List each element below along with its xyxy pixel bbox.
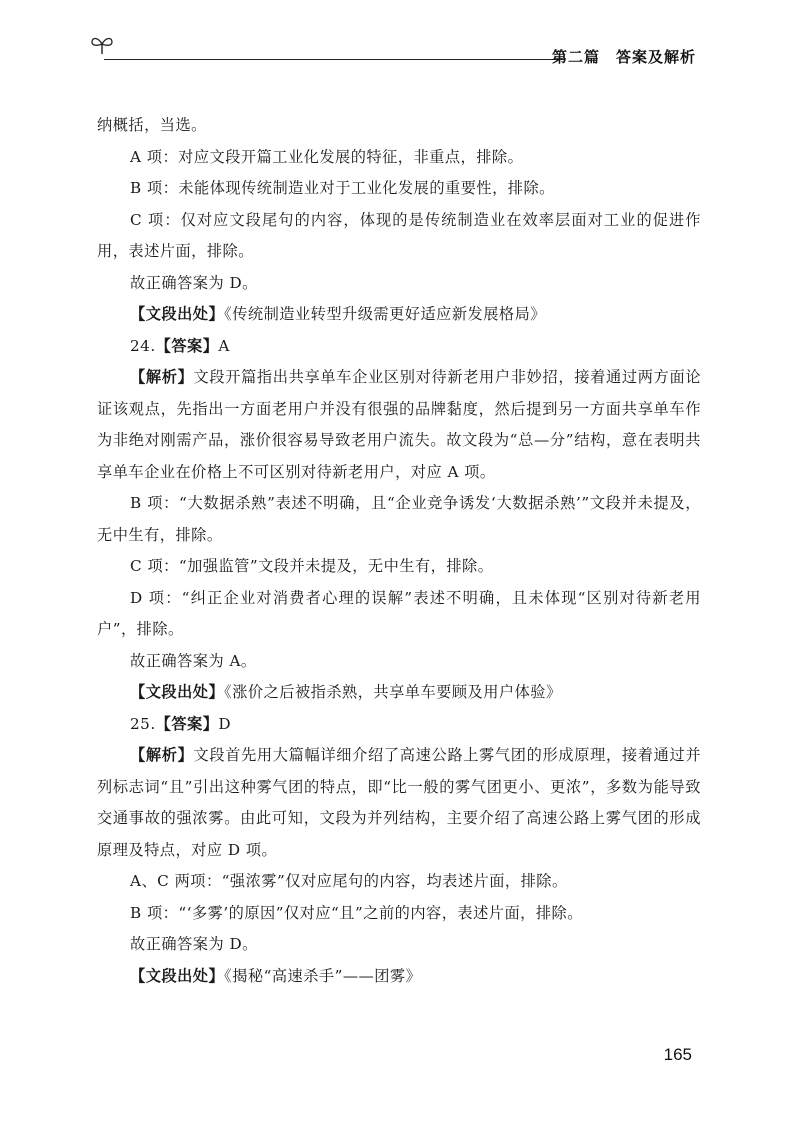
analysis-tag: 【解析】 (130, 746, 194, 764)
source-line: 【文段出处】《传统制造业转型升级需更好适应新发展格局》 (130, 305, 546, 323)
source-tag: 【文段出处】 (130, 683, 225, 701)
answer-line: 24.【答案】A (130, 336, 230, 355)
page-content (97, 110, 701, 992)
analysis-paragraph: 【解析】文段首先用大篇幅详细介绍了高速公路上雾气团的形成原理，接着通过并列标志词“且”引出这种雾气团的特点，即“比一般的雾气团更小、更浓”，多数为能导致交通事故的强浓雾。由此可知，文段为并列结构，主要介绍了高速公路上雾气团的形成原理及特点，对应 D 项。 (97, 746, 702, 859)
paragraph: 故正确答案为 A。 (130, 651, 257, 670)
paragraph: A 项：对应文段开篇工业化发展的特征，非重点，排除。 (130, 147, 524, 166)
paragraph: C 项：“加强监管”文段并未提及，无中生有，排除。 (130, 557, 494, 575)
paragraph: C 项：仅对应文段尾句的内容，体现的是传统制造业在效率层面对工业的促进作用，表述片面，排除。 (97, 210, 701, 260)
header-rule (104, 59, 564, 60)
source-line: 【文段出处】《涨价之后被指杀熟，共享单车要顾及用户体验》 (130, 683, 562, 701)
page-header (90, 28, 710, 78)
answer-tag: 【答案】 (155, 714, 219, 733)
paragraph: B 项：未能体现传统制造业对于工业化发展的重要性，排除。 (130, 179, 555, 197)
paragraph: 故正确答案为 D。 (130, 273, 258, 292)
analysis-paragraph: 【解析】文段开篇指出共享单车企业区别对待新老用户非妙招，接着通过两方面论证该观点，先指出一方面老用户并没有很强的品牌黏度，然后提到另一方面共享单车作为非绝对刚需产品，涨价很容易导致老用户流失。故文段为“总—分”结构，意在表明共享单车企业在价格上不可区别对待新老用户，对应 A 项。 (97, 368, 702, 481)
paragraph: 故正确答案为 D。 (130, 935, 258, 953)
analysis-tag: 【解析】 (130, 368, 194, 386)
paragraph: 纳概括，当选。 (97, 116, 207, 134)
source-tag: 【文段出处】 (130, 305, 225, 323)
paragraph: D 项：“纠正企业对消费者心理的误解”表述不明确，且未体现“区别对待新老用户”，排除。 (97, 588, 701, 638)
source-line: 【文段出处】《揭秘“高速杀手”——团雾》 (130, 966, 422, 985)
paragraph: B 项：“‘多雾’的原因”仅对应“且”之前的内容，表述片面，排除。 (130, 903, 583, 922)
answer-line: 25.【答案】D (130, 714, 232, 733)
sprout-logo-icon (90, 34, 114, 56)
paragraph: B 项：“大数据杀熟”表述不明确，且“企业竞争诱发‘大数据杀熟’”文段并未提及，无中生有，排除。 (97, 494, 701, 544)
source-tag: 【文段出处】 (130, 966, 225, 985)
paragraph: A、C 两项：“强浓雾”仅对应尾句的内容，均表述片面，排除。 (130, 872, 568, 890)
page-number: 165 (663, 1045, 692, 1064)
answer-tag: 【答案】 (155, 336, 219, 355)
header-title: 第二篇 答案及解析 (551, 48, 696, 66)
